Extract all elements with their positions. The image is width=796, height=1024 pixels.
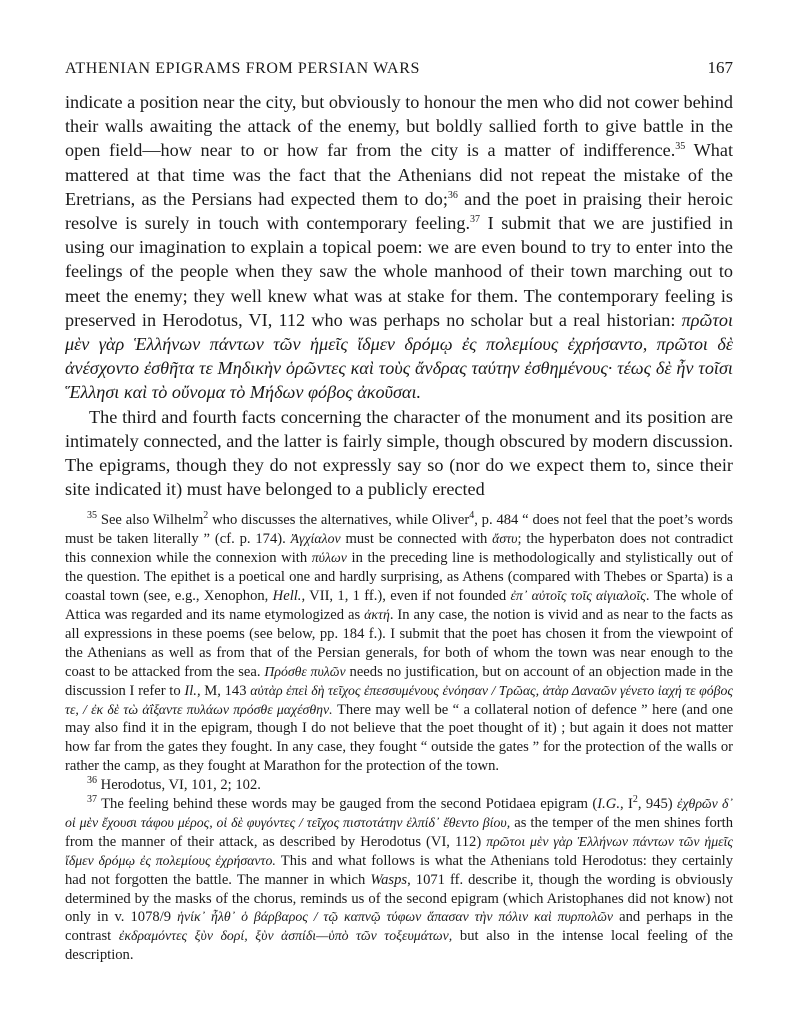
running-title: ATHENIAN EPIGRAMS FROM PERSIAN WARS <box>65 60 420 77</box>
italic-text: Hell. <box>272 588 302 605</box>
greek-text: ἀκτή <box>364 606 390 622</box>
greek-text: πρῶτοι μὲν γὰρ Ἑλλήνων πάντων τῶν ἡμεῖς ἴδμεν δρόμῳ ἐς πολεμίους ἐχρήσαντο. <box>65 833 733 868</box>
text-run: and perhaps in the contrast <box>65 909 733 945</box>
text-run: who discusses the alternatives, while Oliver <box>208 512 470 529</box>
footnote-36 <box>65 776 733 795</box>
footnote-number: 37 <box>87 794 97 806</box>
text-run: See also Wilhelm <box>97 512 204 529</box>
footnote-number: 35 <box>87 510 97 522</box>
text-run: , VII, 1, 1 ff.), even if not founded <box>301 588 511 605</box>
paragraph-1 <box>65 90 733 405</box>
greek-text: ἡνίκ᾽ ἦλθ᾽ ὁ βάρβαρος / τῷ καπνῷ τύφων ἅπασαν τὴν πόλιν καὶ πυρπολῶν <box>177 909 614 925</box>
text-run: , 1071 ff. describe it, though the wording is obviously determined by the masks of the chorus, reminds us of the second epigram (which Aristophanes did not know) not only in v. 1078/9 <box>65 871 733 926</box>
paragraph-2: The third and fourth facts concerning the character of the monument and its position are intimately connected, and the latter is fairly simple, though obscured by modern discussion. The epigrams, though they do not expressly say so (nor do we expect them to, since their site indicated it) must have belonged to a publicly erected <box>65 406 733 500</box>
text-run: but also in the intense local feeling of the description. <box>65 928 733 964</box>
footnotes <box>65 511 733 965</box>
footnote-ref-36[interactable]: 36 <box>447 189 458 201</box>
greek-text: Ἀγχίαλον <box>290 531 341 547</box>
text-run: What mattered at that time was the fact that the Athenians did not repeat the mistake of the Eretrians, as the Persians had expected them to do; <box>65 140 733 209</box>
italic-text: Il. <box>184 682 197 699</box>
greek-text: πύλων <box>311 550 347 566</box>
italic-text: Wasps <box>370 871 408 888</box>
italic-text: I.G. <box>597 796 620 813</box>
greek-text: αὐτὰρ ἐπεὶ δὴ τεῖχος ἐπεσσυμένους ἐνόησαν / Τρῶας, ἀτὰρ Δαναῶν γένετο ἰαχή τε φόβος τε, / ἐκ δὲ τὼ ἀΐξαντε πυλάων πρόσθε μαχέσθην. <box>65 682 734 717</box>
footnote-number: 36 <box>87 775 97 787</box>
text-run: , M, 143 <box>196 682 251 699</box>
text-run: in the preceding line is methodologically and stylistically out of the question. The epithet is a poetical one and hardly surprising, as Athens (compared with Thebes or Sparta) is a coastal town (see, e.g., Xenophon, <box>65 550 733 605</box>
page-number: 167 <box>707 58 733 77</box>
footnote-ref-35[interactable]: 35 <box>675 141 686 153</box>
text-run: I submit that we are justified in using our imagination to explain a topical poem: we are even bound to try to enter into the feelings of the people when they saw the whole manhood of their town marching out to meet the enemy; they well knew what was at stake for them. The contemporary feeling is preserved in Herodotus, VI, 112 who was perhaps no scholar but a real historian: <box>65 213 734 330</box>
greek-text: Πρόσθε πυλῶν <box>264 663 346 679</box>
text-run: . The whole of Attica was regarded and its name etymologized as <box>65 588 733 623</box>
footnote-ref-37[interactable]: 37 <box>470 213 481 225</box>
footnote-37 <box>65 795 733 965</box>
greek-text: ἐπ᾽ αὐτοῖς τοῖς αἰγιαλοῖς <box>510 588 646 604</box>
text-run: , 945) <box>637 796 678 813</box>
superscript: 2 <box>203 510 209 522</box>
text-run: This and what follows is what the Athenians told Herodotus: they certainly had not forgotten the battle. The manner in which <box>65 852 733 888</box>
text-run: must be connected with <box>340 531 493 548</box>
text-run: , p. 484 “ does not feel that the poet’s words must be taken literally ” (cf. p. 174). <box>65 512 733 548</box>
superscript: 4 <box>469 510 475 522</box>
footnote-35 <box>65 511 733 776</box>
page <box>65 58 733 965</box>
main-text <box>65 90 733 501</box>
running-header <box>65 58 733 78</box>
text-run: indicate a position near the city, but obviously to honour the men who did not cower behind their walls awaiting the attack of the enemy, but boldly sallied forth to give battle in the open field—how near to or how far from the city is a matter of indifference. <box>65 92 733 161</box>
text-run: ; the hyperbaton does not contradict this connexion while the connexion with <box>65 531 734 567</box>
greek-text: ἐκδραμόντες ξὺν δορί, ξὺν ἀσπίδι—ὑπὸ τῶν τοξευμάτων, <box>118 928 453 944</box>
text-run: as the temper of the men shines forth from the manner of their attack, as described by Herodotus (VI, 112) <box>65 814 734 850</box>
text-run: and the poet in praising their heroic resolve is surely in touch with contemporary feeling. <box>65 188 733 234</box>
text-run: Herodotus, VI, 101, 2; 102. <box>97 777 261 794</box>
text-run: The feeling behind these words may be gauged from the second Potidaea epigram ( <box>97 796 598 813</box>
greek-quotation: πρῶτοι μὲν γὰρ Ἑλλήνων πάντων τῶν ἡμεῖς ἴδμεν δρόμῳ ἐς πολεμίους ἐχρήσαντο, πρῶτοι δὲ ἀνέσχοντο ἐσθῆτα τε Μηδικὴν ὁρῶντες καὶ τοὺς ἄνδρας ταύτην ἐσθημένους· τέως δὲ ἦν τοῖσι Ἕλλησι καὶ τὸ οὔνομα τὸ Μήδων φόβος ἀκοῦσαι. <box>65 309 733 403</box>
superscript: 2 <box>632 794 638 806</box>
text-run: , I <box>619 796 633 813</box>
greek-text: ἄστυ <box>492 531 518 547</box>
text-run: needs no justification, but on account of an objection made in the discussion I refer to <box>65 663 734 699</box>
greek-text: ἐχθρῶν δ᾽ οἱ μὲν ἔχουσι τάφου μέρος, οἱ δὲ φυγόντες / τεῖχος πιστοτάτην ἐλπίδ᾽ ἔθεντο βίου, <box>65 796 733 830</box>
text-run: There may well be “ a collateral notion of defence ” here (and one may also find it in the epigram, though I do not believe that the poet thought of it) ; but again it does not matter how far from the gates they fought. In any case, they fought “ outside the gates ” for the protection of the walls or rather the camp, as they fought at Marathon for the protection of the town. <box>65 701 734 775</box>
text-run: . In any case, the notion is vivid and as near to the facts as all expressions in these poems (see below, pp. 184 f.). I submit that the poet has chosen it from the viewpoint of the Athenians as well as from that of the Persian generals, for both of whom the town was near enough to the coast to be attacked from the sea. <box>65 606 733 680</box>
